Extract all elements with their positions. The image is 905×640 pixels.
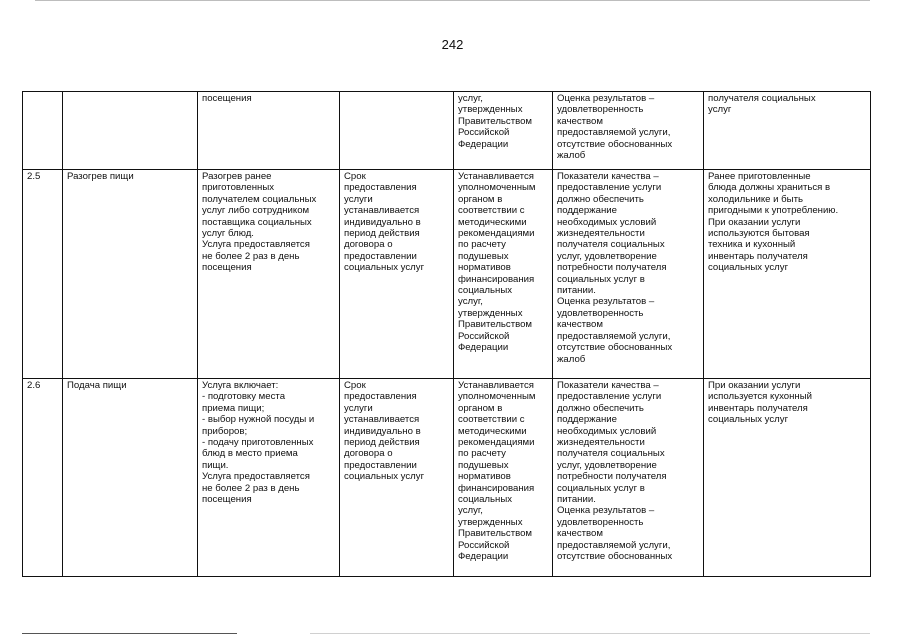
conditions-notes-cell: получателя социальных услуг: [704, 92, 871, 170]
service-name-cell: Разогрев пищи: [63, 170, 198, 379]
conditions-notes-cell: Ранее приготовленные блюда должны храниться в холодильнике и быть пригодными к употреблению. При оказании услуги используются бытовая техника и кухонный инвентарь получателя социальных услуг: [704, 170, 871, 379]
scan-top-edge: [35, 0, 870, 1]
row-number-cell: [23, 92, 63, 170]
financing-norm-cell: Устанавливается уполномоченным органом в соответствии с методическими рекомендациями по расчету подушевых нормативов финансирования социальных услуг, утвержденных Правительством Российской Федерации: [454, 170, 553, 379]
service-description-cell: Разогрев ранее приготовленных получателем социальных услуг либо сотрудником поставщика социальных услуг блюд. Услуга предоставляется не более 2 раз в день посещения: [198, 170, 340, 379]
services-table: [22, 91, 871, 577]
table-row: [23, 92, 871, 170]
quality-indicators-cell: Оценка результатов – удовлетворенность качеством предоставляемой услуги, отсутствие обоснованных жалоб: [553, 92, 704, 170]
conditions-notes-cell: При оказании услуги используется кухонный инвентарь получателя социальных услуг: [704, 379, 871, 577]
scan-bottom-edge: [310, 633, 870, 634]
service-term-cell: Срок предоставления услуги устанавливается индивидуально в период действия договора о предоставлении социальных услуг: [340, 379, 454, 577]
financing-norm-cell: услуг, утвержденных Правительством Российской Федерации: [454, 92, 553, 170]
financing-norm-cell: Устанавливается уполномоченным органом в соответствии с методическими рекомендациями по расчету подушевых нормативов финансирования социальных услуг, утвержденных Правительством Российской Федерации: [454, 379, 553, 577]
table-row: [23, 379, 871, 577]
table-row: [23, 170, 871, 379]
service-name-cell: [63, 92, 198, 170]
row-number-cell: 2.5: [23, 170, 63, 379]
service-term-cell: Срок предоставления услуги устанавливается индивидуально в период действия договора о предоставлении социальных услуг: [340, 170, 454, 379]
service-description-cell: посещения: [198, 92, 340, 170]
quality-indicators-cell: Показатели качества – предоставление услуги должно обеспечить поддержание необходимых условий жизнедеятельности получателя социальных услуг, удовлетворение потребности получателя социальных услуг в питании. Оценка результатов – удовлетворенность качеством предоставляемой услуги, отсутствие обоснованных: [553, 379, 704, 577]
footnote-separator: [22, 633, 237, 634]
service-description-cell: Услуга включает: - подготовку места приема пищи; - выбор нужной посуды и приборов; - подачу приготовленных блюд в место приема пищи. Услуга предоставляется не более 2 раз в день посещения: [198, 379, 340, 577]
service-term-cell: [340, 92, 454, 170]
quality-indicators-cell: Показатели качества – предоставление услуги должно обеспечить поддержание необходимых условий жизнедеятельности получателя социальных услуг, удовлетворение потребности получателя социальных услуг в питании. Оценка результатов – удовлетворенность качеством предоставляемой услуги, отсутствие обоснованных жалоб: [553, 170, 704, 379]
page-number: 242: [441, 37, 464, 52]
row-number-cell: 2.6: [23, 379, 63, 577]
service-name-cell: Подача пищи: [63, 379, 198, 577]
